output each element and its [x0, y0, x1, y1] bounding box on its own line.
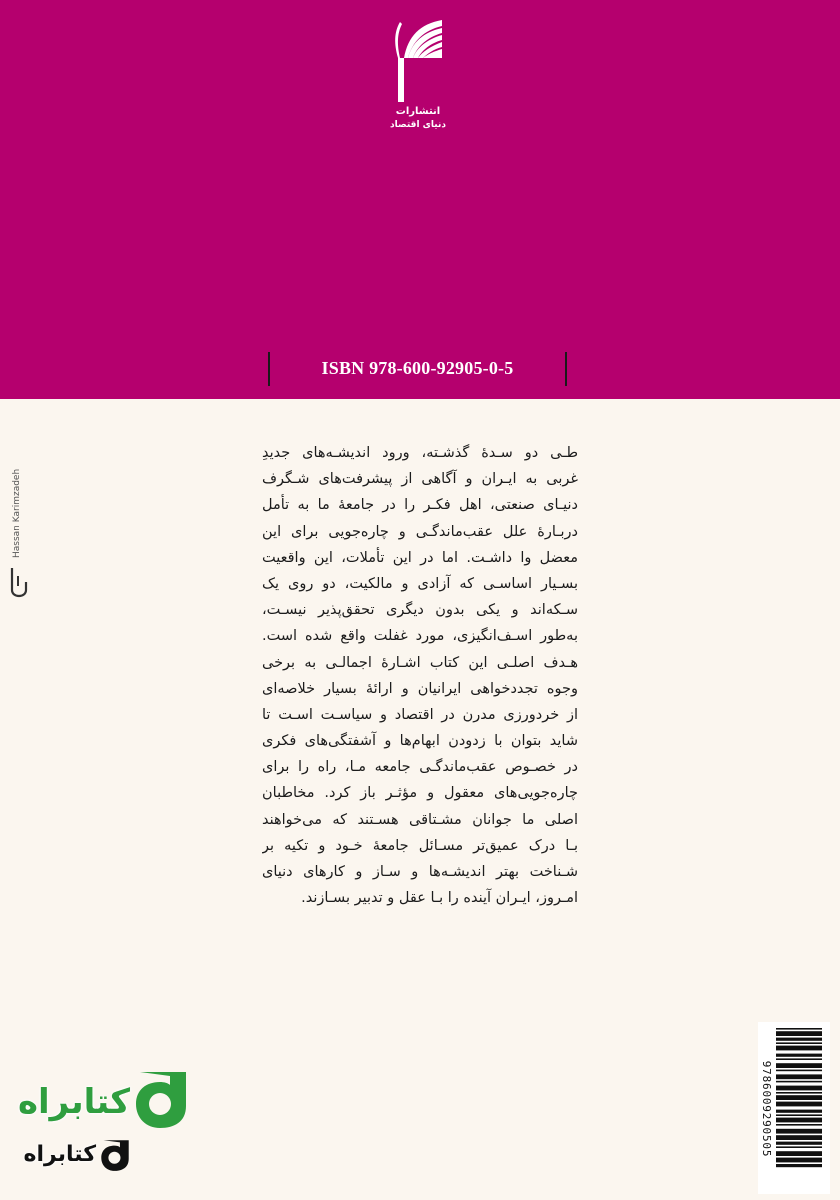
blurb-line: بـا درک عمیق‌تر مسـائل جامعهٔ خـود و تکیه بر: [262, 837, 578, 854]
barcode: [758, 1022, 830, 1194]
blurb-line: چاره‌جویی‌های معقول و مؤثـر باز کرد. مخاطبان: [262, 785, 578, 802]
blurb-line: غربی به ایـران و آگاهی از پیشرفت‌های شـگرف: [262, 471, 578, 488]
publisher-name-line1: انتشارات: [395, 106, 441, 117]
blurb-line: معضل وا داشـت. اما در این تأملات، این واقعیت: [262, 549, 578, 566]
blurb-line: امـروز، ایـران آینده را بـا عقل و تدبیر بسـازند.: [301, 890, 578, 907]
blurb-line: از خردورزی مدرن در اقتصاد و سیاسـت اسـت تا: [262, 706, 578, 723]
watermark-brand: کتابراه: [17, 1082, 130, 1122]
designer-signature-icon: [8, 564, 32, 604]
blurb-line: هـدف اصلـی این کتاب اشـارهٔ اجمالـی به برخی: [262, 654, 578, 671]
publisher-logo: [378, 14, 458, 132]
book-pages-icon: [390, 14, 446, 104]
publisher-name-line2: دنیای اقتصاد: [390, 120, 446, 130]
cover-top-band: [0, 0, 840, 399]
blurb-line: در خصـوص عقب‌ماندگـی جامعه مـا، راه را برای: [262, 759, 578, 776]
blurb-line: سـکه‌اند و یکی بدون دیگری تحقق‌پذیر نیسـت،: [262, 602, 578, 619]
barcode-digits: 9786009290505: [760, 1060, 773, 1158]
blurb-line: وجوه تجددخواهی ایرانیان و ارائهٔ بسیار خلاصه‌ای: [262, 680, 578, 697]
isbn-number: ISBN 978-600-92905-0-5: [321, 358, 514, 378]
blurb-line: طـی دو سـدهٔ گذشـته، ورود اندیشـه‌های جدیدِ: [262, 445, 578, 461]
watermark-brand-small: کتابراه: [23, 1142, 96, 1167]
blurb-line: دربـارهٔ علل عقب‌ماندگـی و چاره‌جویی برای این: [262, 523, 578, 540]
blurb-line: بسـیار اساسـی که آزادی و مالکیت، دو روی یک: [262, 575, 578, 592]
barcode-bars: [776, 1026, 822, 1190]
designer-name: Hassan Karimzadeh: [12, 468, 22, 558]
blurb-line: به‌طور اسـف‌انگیزی، مورد غفلت واقع شده است.: [262, 628, 578, 645]
ketabrah-watermark: [10, 1060, 250, 1190]
blurb-line: شـناخت بهتر اندیشـه‌ها و سـاز و کارهای دنیای: [262, 864, 578, 880]
isbn-right-bar: [565, 352, 567, 386]
blurb-line: دنیـای صنعتی، اهل فکـر را در جامعهٔ ما به تأمل: [262, 497, 578, 514]
blurb-line: شاید بتوان با زدودن ابهام‌ها و آشفتگی‌های فکری: [262, 733, 578, 750]
back-cover-blurb: [262, 440, 578, 940]
blurb-line: اصلی ما جوانان مشـتاقی هسـتند که می‌خواهند: [262, 811, 578, 828]
green-leaf-logo-icon: [130, 1066, 192, 1132]
designer-credit: [4, 448, 36, 608]
dark-leaf-logo-icon: [98, 1136, 132, 1174]
